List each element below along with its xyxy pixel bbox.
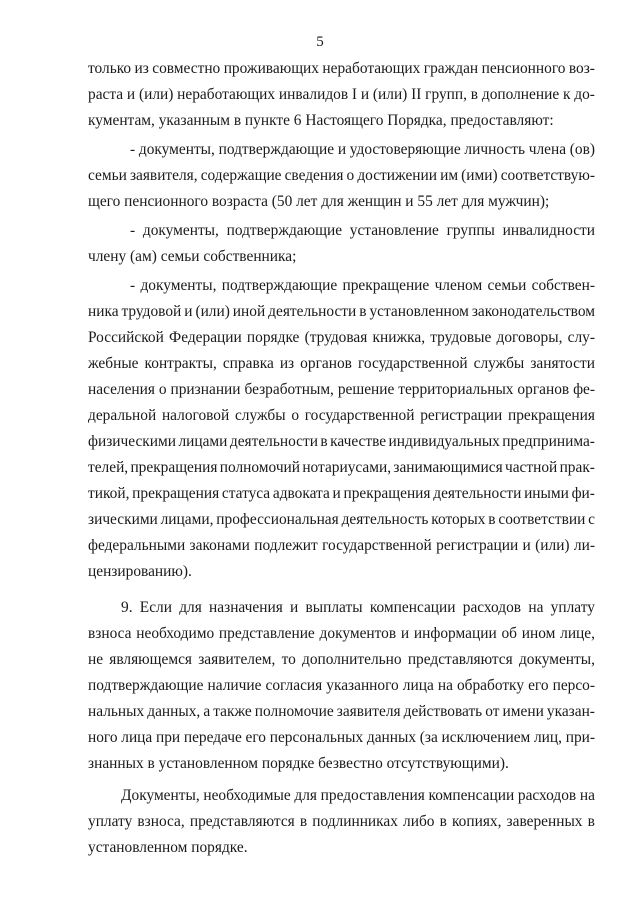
text-line: нальных данных, а также полномочие заявителя действовать от имени указан-: [88, 703, 595, 720]
text-line: цензированию).: [88, 563, 192, 580]
text-line: населения о признании безработным, решение территориальных органов фе-: [88, 381, 595, 398]
text-line: жебные контракты, справка из органов государственной службы занятости: [88, 355, 595, 372]
text-line: раста и (или) неработающих инвалидов I и (или) II групп, в дополнение к до-: [88, 86, 595, 103]
paragraph-clause-9: [88, 595, 595, 777]
text-line: ника трудовой и (или) иной деятельности в установленном законодательством: [88, 303, 595, 320]
paragraph-continuation: [88, 56, 595, 134]
paragraph-item-age-documents: [88, 137, 595, 215]
text-line: уплату взноса, представляются в подлинниках либо в копиях, заверенных в: [88, 813, 595, 830]
text-line: семьи заявителя, содержащие сведения о достижении им (ими) соответствую-: [88, 167, 595, 184]
text-line: щего пенсионного возраста (50 лет для женщин и 55 лет для мужчин);: [88, 193, 550, 210]
text-line: взноса необходимо представление документов и информации об ином лице,: [88, 625, 595, 642]
text-line: физическими лицами деятельности в качестве индивидуальных предпринима-: [88, 433, 595, 450]
paragraph-item-disability-documents: [88, 218, 595, 270]
text-line: - документы, подтверждающие и удостоверяющие личность члена (ов): [130, 141, 595, 158]
text-line: деральной налоговой службы о государственной регистрации прекращения: [88, 407, 595, 424]
text-line: знанных в установленном порядке безвестно отсутствующими).: [88, 755, 509, 772]
text-line: зическими лицами, профессиональная деятельность которых в соответствии с: [88, 511, 595, 528]
text-line: только из совместно проживающих неработающих граждан пенсионного воз-: [88, 60, 595, 77]
document-body: [88, 56, 595, 861]
text-line: установленном порядке.: [88, 839, 248, 856]
text-line: кументам, указанным в пункте 6 Настоящего Порядка, предоставляют:: [88, 112, 554, 129]
text-line: не являющемся заявителем, то дополнительно представляются документы,: [88, 651, 595, 668]
text-line: ного лица при передаче его персональных данных (за исключением лиц, при-: [88, 729, 595, 746]
page-number: 5: [316, 34, 324, 50]
text-line: Российской Федерации порядке (трудовая книжка, трудовые договоры, слу-: [88, 329, 595, 346]
text-line: телей, прекращения полномочий нотариусами, занимающимися частной прак-: [88, 459, 595, 476]
paragraph-documents-form: [88, 783, 595, 861]
text-line: - документы, подтверждающие установление группы инвалидности: [130, 222, 595, 239]
text-line: Документы, необходимые для предоставления компенсации расходов на: [121, 787, 595, 804]
text-line: - документы, подтверждающие прекращение членом семьи собствен-: [130, 277, 595, 294]
text-line: члену (ам) семьи собственника;: [88, 248, 297, 265]
paragraph-item-termination-documents: [88, 273, 595, 585]
text-line: тикой, прекращения статуса адвоката и прекращения деятельности иными фи-: [88, 485, 595, 502]
text-line: 9. Если для назначения и выплаты компенсации расходов на уплату: [121, 599, 595, 616]
text-line: федеральными законами подлежит государственной регистрации и (или) ли-: [88, 537, 595, 554]
text-line: подтверждающие наличие согласия указанного лица на обработку его персо-: [88, 677, 595, 694]
